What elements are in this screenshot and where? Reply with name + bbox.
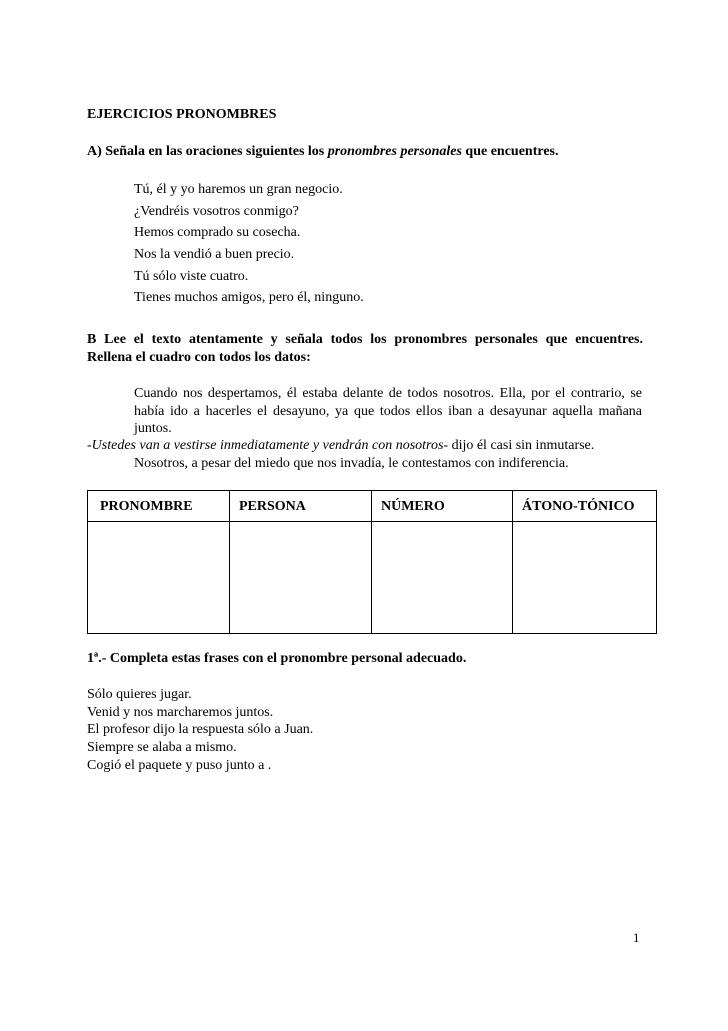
- sentence-item: ¿Vendréis vosotros conmigo?: [134, 204, 299, 219]
- table-cell-atono-tonico[interactable]: [513, 522, 655, 633]
- table-header-persona: PERSONA: [239, 499, 306, 514]
- exercise-line: El profesor dijo la respuesta sólo a Juan.: [87, 722, 314, 737]
- text-line: había ido a hacerles el desayuno, ya que todos ellos iban a desayunar aquella mañana: [134, 404, 642, 419]
- exercise-line: Cogió el paquete y puso junto a .: [87, 758, 272, 773]
- section-a-instruction: [87, 143, 559, 161]
- exercise-line: Sólo quieres jugar.: [87, 687, 192, 702]
- exercise-line: Venid y nos marcharemos juntos.: [87, 705, 274, 720]
- text-line: juntos.: [134, 421, 172, 436]
- table-cell-numero[interactable]: [372, 522, 512, 633]
- table-header-pronombre: PRONOMBRE: [100, 499, 193, 514]
- sentence-item: Tú, él y yo haremos un gran negocio.: [134, 182, 343, 197]
- section-a-suffix: que encuentres.: [461, 144, 559, 159]
- page-title: EJERCICIOS PRONOMBRES: [87, 107, 277, 122]
- table-header-numero: NÚMERO: [381, 499, 445, 514]
- table-cell-persona[interactable]: [230, 522, 371, 633]
- section-a-prefix: A) Señala en las oraciones siguientes los: [87, 144, 328, 159]
- sentence-item: Nos la vendió a buen precio.: [134, 247, 295, 262]
- text-line: Cuando nos despertamos, él estaba delante de todos nosotros. Ella, por el contrario, se: [134, 386, 642, 401]
- section-b-instruction-line1: B Lee el texto atentamente y señala todos los pronombres personales que encuentres.: [87, 332, 643, 347]
- dialogue-rest: - dijo él casi sin inmutarse.: [443, 438, 595, 453]
- sentence-item: Tienes muchos amigos, pero él, ninguno.: [134, 290, 364, 305]
- section-b-instruction-line2: Rellena el cuadro con todos los datos:: [87, 350, 311, 365]
- pronoun-table: [87, 490, 657, 634]
- dialogue-italic: -Ustedes van a vestirse inmediatamente y vendrán con nosotros: [87, 438, 444, 453]
- text-line: Nosotros, a pesar del miedo que nos invadía, le contestamos con indiferencia.: [134, 456, 569, 471]
- exercise-1-heading: 1ª.- Completa estas frases con el pronombre personal adecuado.: [87, 651, 467, 666]
- dialogue-line: [87, 437, 594, 455]
- page-number: 1: [633, 930, 640, 945]
- sentence-item: Tú sólo viste cuatro.: [134, 269, 249, 284]
- table-header-atono-tonico: ÁTONO-TÓNICO: [522, 499, 635, 514]
- exercise-line: Siempre se alaba a mismo.: [87, 740, 237, 755]
- section-a-emphasis: pronombres personales: [327, 144, 462, 159]
- sentence-item: Hemos comprado su cosecha.: [134, 225, 301, 240]
- table-cell-pronombre[interactable]: [88, 522, 229, 633]
